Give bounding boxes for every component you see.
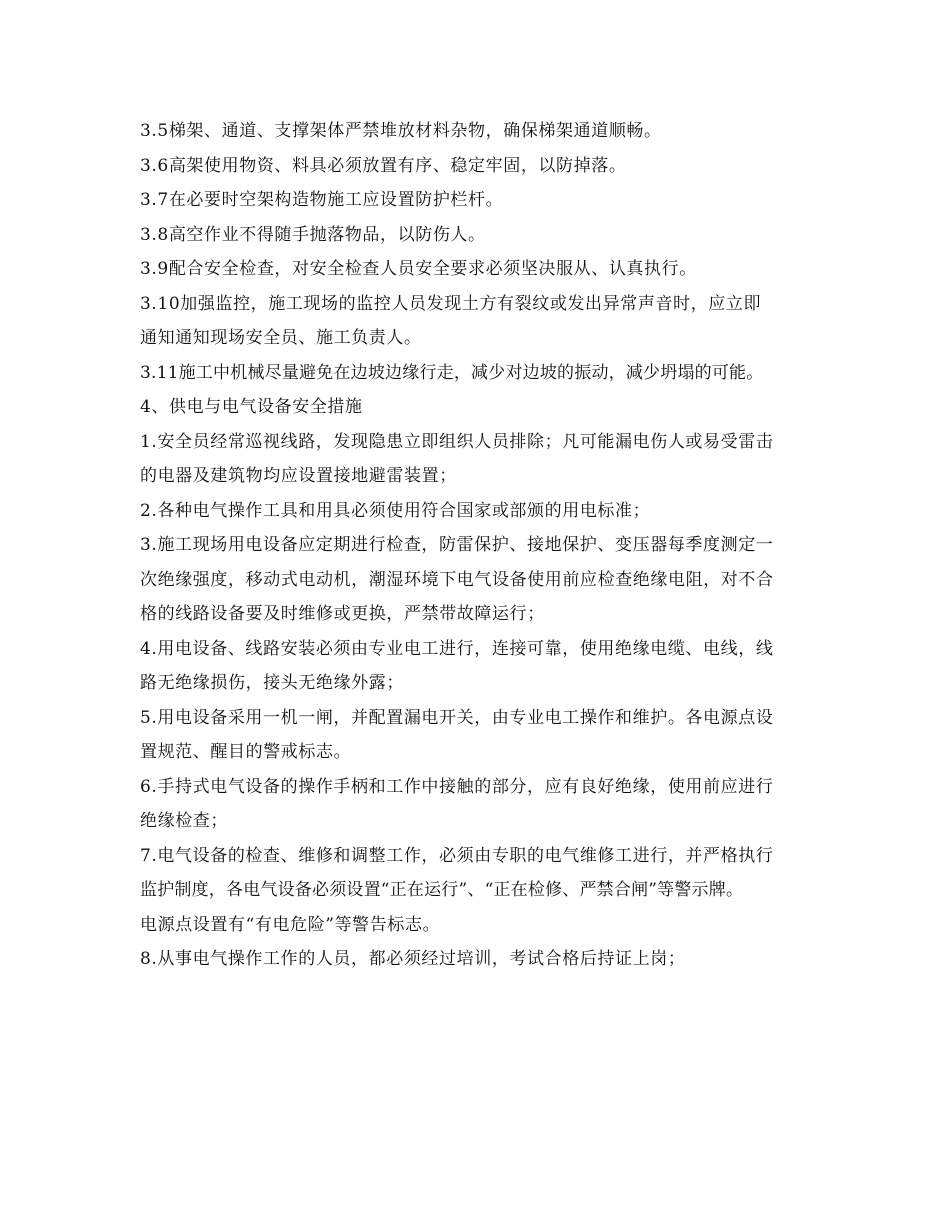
text-line: 路无绝缘损伤，接头无绝缘外露；: [140, 673, 404, 693]
document-body: [140, 114, 830, 977]
text-line: 3.11施工中机械尽量避免在边坡边缘行走，减少对边坡的振动，减少坍塌的可能。: [140, 362, 764, 383]
text-line: 5.用电设备采用一机一闸，并配置漏电开关，由专业电工操作和维护。各电源点设: [140, 707, 774, 728]
text-line: 3.9配合安全检查，对安全检查人员安全要求必须坚决服从、认真执行。: [140, 259, 697, 279]
text-line: 3.5梯架、通道、支撑架体严禁堆放材料杂物，确保梯架通道顺畅。: [140, 121, 662, 141]
text-line: 置规范、醒目的警戒标志。: [140, 742, 352, 762]
text-line: 8.从事电气操作工作的人员，都必须经过培训，考试合格后持证上岗；: [140, 949, 686, 969]
text-line: 3.10加强监控，施工现场的监控人员发现土方有裂纹或发出异常声音时，应立即: [140, 293, 762, 314]
text-line: 3.7在必要时空架构造物施工应设置防护栏杆。: [140, 190, 504, 210]
text-line: 7.电气设备的检查、维修和调整工作，必须由专职的电气维修工进行，并严格执行: [140, 845, 774, 866]
text-line: 6.手持式电气设备的操作手柄和工作中接触的部分，应有良好绝缘，使用前应进行: [140, 776, 774, 797]
text-line: 监护制度，各电气设备必须设置“正在运行”、“正在检修、严禁合闸”等警示牌。: [140, 880, 744, 900]
text-line: 绝缘检查；: [140, 811, 228, 831]
text-line: 3.8高空作业不得随手抛落物品，以防伤人。: [140, 224, 486, 245]
text-line: 次绝缘强度，移动式电动机，潮湿环境下电气设备使用前应检查绝缘电阻，对不合: [140, 569, 774, 590]
text-line: 通知通知现场安全员、施工负责人。: [140, 328, 422, 348]
text-line: 电源点设置有“有电危险”等警告标志。: [140, 914, 441, 935]
text-line: 格的线路设备要及时维修或更换，严禁带故障运行；: [140, 604, 545, 624]
text-line: 3.6高架使用物资、料具必须放置有序、稳定牢固，以防掉落。: [140, 155, 627, 176]
text-line: 4.用电设备、线路安装必须由专业电工进行，连接可靠，使用绝缘电缆、电线，线: [140, 638, 774, 659]
text-line: 的电器及建筑物均应设置接地避雷装置；: [140, 466, 457, 486]
section-heading: 4、供电与电气设备安全措施: [140, 397, 363, 417]
text-line: 1.安全员经常巡视线路，发现隐患立即组织人员排除；凡可能漏电伤人或易受雷击: [140, 431, 774, 452]
text-line: 2.各种电气操作工具和用具必须使用符合国家或部颁的用电标准；: [140, 500, 651, 521]
text-line: 3.施工现场用电设备应定期进行检查，防雷保护、接地保护、变压器每季度测定一: [140, 535, 774, 555]
